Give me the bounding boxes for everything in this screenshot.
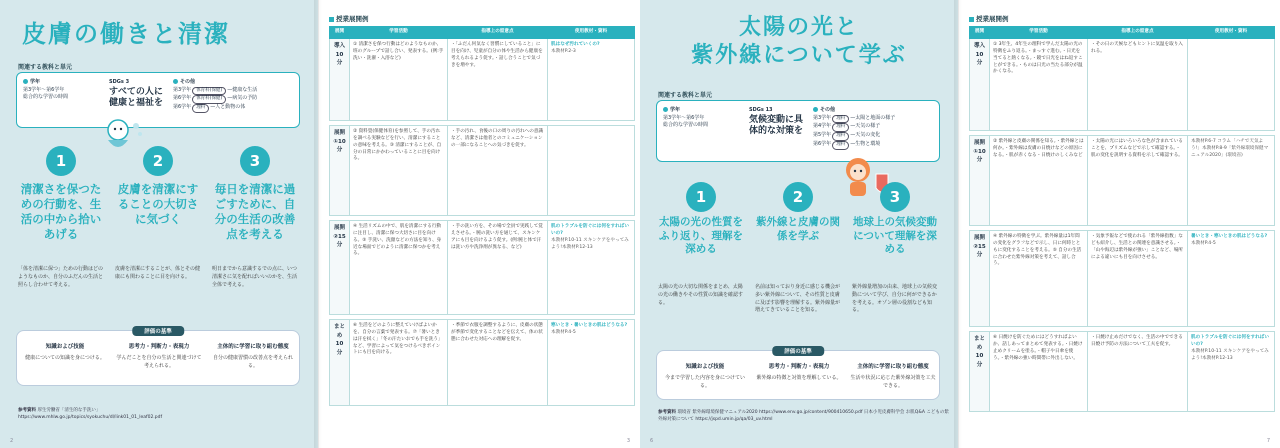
table-row: 展開①10分 ② 資料畳(保健体育)を参照して、手の汚れを調べる実験などを行い、清潔にすることの意味を考える。③ 清潔にすることが、自分の日常にかかわっていることに目を向ける。 ・手の汚れ、食後の口の周りの汚れへの意識など、清潔さは他者とのコミュニケーションの一部になることへの気づきを促す。 [330,125,635,215]
aim-number-2: 2 [783,182,813,212]
grade-value: 第3学年〜第6学年 [23,86,65,93]
sdgs-head: SDGs 3 [109,79,130,85]
subject-info-box [656,100,940,162]
aim-text-1: 清潔さを保つための行動を、生活の中から拾いあげる [20,182,102,241]
table-row: 導入10分 ① 3年生、4年生の理科で学んだ太陽の光の特徴をふり返る。・まっすぐ進む。・日光を当てると熱くなる。・鏡で日光をはね返すことができる。・ものは日光の当たる部分が温かくなる。 ・その日の天候などもヒントに気温を取り入れる。 [970,38,1275,130]
table-header-row: 展開 学習活動 指導上の留意点 使用教材・資料 [330,27,635,39]
bullet-dot-icon [23,79,28,84]
left-page [0,0,318,448]
aim-note-2: 皮膚を清潔にすることが、体とその健康にも関わることに目を向ける。 [115,266,201,280]
page-number-right: 7 [1266,438,1270,444]
other-subjects-column [173,79,299,113]
reference-url[interactable]: https://www.mhlw.go.jp/topics/syokuchu/dl/link01_01_leaf02.pdf [18,414,163,420]
section-label: 関連する教科と単元 [658,92,713,99]
aim-number-1: 1 [686,182,716,212]
eval-criterion: 知識および技能 健康についての知識を身につける。 [25,344,105,362]
aim-note-1: 「体を清潔に保つ」ための行動はどのようなものか、自分のふだんの生活と照らし合わせて考える。 [18,266,104,288]
right-page [318,0,640,448]
aim-text-1: 太陽の光の性質をふり返り、理解を深める [659,216,743,256]
aim-number-1: 1 [46,146,76,176]
other-row: 第6学年 理科 —人と動物の体 [173,104,299,113]
aim-text-3: 地球上の気候変動について理解を深める [853,216,937,256]
eval-criterion: 主体的に学習に取り組む態度 生活や状況に応じた紫外線対策を工夫できる。 [850,364,936,389]
eval-criterion: 知識および技能 今まで学習した内容を身につけている。 [665,364,745,389]
page-title: 皮膚の働きと清潔 [22,20,230,48]
sdgs-column: SDGs 13 気候変動に具体的な対策を [749,107,804,136]
aim-number-3: 3 [240,146,270,176]
other-row: 第4学年 理科 —天気の様子 [813,123,939,132]
aim-note-3: 紫外線量増加の由来、地球上の気候変動について学び、自分に何ができるかを考える。オゾン層の役割なども知る。 [852,284,938,314]
grade-column [23,79,103,102]
page-number-left: 2 [10,438,14,444]
table-row: 展開②15分 ④ 生活リズムの中で、肌を清潔にする行動に注目し、清潔に保つ大切さに目を向ける。⑤ 手洗い、洗顔などの方法を知り、身近な場面でどのように清潔に保つかを考える。 ・手の洗い方を、その場で全員で実践して覚えさせる。・腕の洗い方を通じて、スキンケアにも目を向けるよう促す。(例:腕と体で汗は洗い方や洗浄剤が異なる、など) 肌のトラブルを防ぐには何をすればいいの? 本教材P.10-11 スキンケアをやってみよう!本教材P.12-13 [330,220,635,314]
eval-criterion: 主体的に学習に取り組む態度 自分の健康習慣の改善点を考えられる。 [212,344,293,369]
table-row: 展開②15分 ④ 紫外線の特徴を学ぶ。紫外線量は1年間の変化をグラフなどで示し、日に何時とともに変化することを考える。⑤ 自分の生活に合わせた紫外線対策を考えて、話し合う。 ・気象予報などで使われる「紫外線指数」なども紹介し、生活との関連を意識させる。・「山や海辺は紫外線が強い」ことなど、場所による違いにも目を向けさせる。 暑いとき・寒いときの肌はどうなる? 本教材P.4-5 [970,230,1275,326]
eval-criterion: 思考力・判断力・表現力 学んだことを自分の生活と関連づけて考えられる。 [116,344,202,369]
aim-note-3: 明日までから意識するでの点に、いつ清潔さに気を配ればいいのかを、生活全体で考える。 [212,266,298,288]
aim-text-3: 毎日を清潔に過ごすために、自分の生活の改善点を考える [214,182,296,241]
left-page [640,0,958,448]
lesson-plan-table [969,26,1275,412]
evaluation-title: 評価の基準 [132,326,184,336]
mascot-washing-illustration [96,116,146,156]
sdgs-column [109,79,167,109]
other-row: 第5学年 理科 —天気の変化 [813,132,939,141]
lesson-plan-table [329,26,635,406]
other-row: 第6学年 理科 —生物と環境 [813,141,939,150]
square-bullet-icon [329,17,334,22]
subject-info-box [16,72,300,128]
table-row: 展開①10分 ② 紫外線と皮膚の関係を知る。・紫外線とは何か。・紫外線は皮膚の日焼けなどの原因になる。・肌が赤くなる・日焼けのしくみなど ・太陽の光にはいろいろな色が含まれていることを、プリズムなどで示して確認する。・肌の変化を説明する資料を示して確認する。 本教材P.6-7 コラム「ハチで天気よう!」本教材P.8-9「紫外線環境保健マニュアル2020」(環境省) [970,135,1275,225]
bullet-dot-icon [813,107,818,112]
page-number-left: 6 [650,438,654,444]
aim-number-3: 3 [880,182,910,212]
grade-head: 学年 [30,79,41,85]
spread-sunlight-uv [640,0,1280,448]
aim-number-2: 2 [143,146,173,176]
bullet-dot-icon [663,107,668,112]
table-title: 授業展開例 [969,14,1009,23]
other-head: その他 [180,79,196,85]
table-row: まとめ10分 ⑥ 生活をどのように整えていけばよいかを、自分の言葉で発表する。⑦「暑いときは汗を拭く」「冬の汗たいおでも手を洗う」など、学習によって気をつけるべきポイントにも目を向ける。 ・季節で衣服を調整するように、皮膚の状態が季節で変化することなどを伝えて、体の状態に合わせた対応への理解を促す。 寒いとき・暑いときの肌はどうなる? 本教材P.4-5 [330,319,635,405]
page-title: 太陽の光と 紫外線について学ぶ [691,15,907,68]
aim-note-1: 太陽の光の大切な関係をまとめ、太陽の光の働きやその性質の知識を確認する。 [658,284,744,306]
reference: 参考資料 厚生労働省「清生的な手洗い」 https://www.mhlw.go.jp/topics/syokuchu/dl/link01_01_leaf02.pdf [18,408,163,420]
other-row: 第3学年 理科 —太陽と地面の様子 [813,115,939,124]
bullet-dot-icon [173,79,178,84]
evaluation-box [16,330,300,386]
right-page [958,0,1280,448]
sdgs-text: すべての人に健康と福祉を [109,86,164,108]
table-title: 授業展開例 [329,14,369,23]
other-row: 第6学年 体育科(保健) —病気の予防 [173,95,299,104]
table-row: 導入10分 ① 清潔さを保つ行動はどのようなものか、班のグループで話し合い、発表する。(例:手洗い・洗濯・入浴など) ・「ふだん何気なく習慣にしていること」に目を向け、児童が自分の体や生活から健康を考えられるよう促す。・話し合うことで気づきを増やす。 肌はなぜ汚れていくの? 本教材P.2-3 [330,38,635,120]
aim-note-2: 名前は知っており身近に感じる機会が多い紫外線について、その性質と皮膚に及ぼす影響を理解する。紫外線量が増えてきていることを知る。 [755,284,841,314]
aim-text-2: 紫外線と皮膚の関係を学ぶ [756,216,840,242]
aim-text-2: 皮膚を清潔にすることの大切さに気づく [117,182,199,226]
eval-criterion: 思考力・判断力・表現力 紫外線の特徴と対策を理解している。 [756,364,842,382]
grade-sub: 総合的な学習の時間 [23,94,69,100]
page-gutter [954,0,962,448]
evaluation-title: 評価の基準 [772,346,824,356]
page-number-right: 3 [626,438,630,444]
table-row: まとめ10分 ⑥ 日焼けを防ぐためにはどうすればよいか、話しあってまとめて発表する。・日焼け止めクリームを塗る。・帽子や日傘を使う。・紫外線の強い時間帯に外出しない。 ・日焼け止めだけでなく、生活の中でできる日焼け予防の方法について工夫を促す。 肌のトラブルを防ぐには何をすればいいの? 本教材P.10-11 スキンケアをやってみよう!本教材P.12-13 [970,331,1275,411]
other-row: 第3学年 体育科(保健) —健康な生活 [173,87,299,96]
table-header-row: 展開 学習活動 指導上の留意点 使用教材・資料 [970,27,1275,39]
reference: 参考資料 環境省 紫外線環境保健マニュアル2020 https://www.env.go.jp/content/900410650.pdf 日本小児皮膚科学会 お肌Q&A こどもの紫外線対策について https://jspd.umin.jp/qa/03_uv.html [658,410,949,422]
evaluation-box [656,350,940,400]
grade-column: 学年 第3学年〜第6学年 総合的な学習の時間 [663,107,709,128]
other-subjects-column: その他 第3学年 理科 —太陽と地面の様子 第4学年 理科 —天気の様子 第5学年 理科 —天気の変化 第6学年 理科 —生物と環境 [813,107,939,150]
section-label: 関連する教科と単元 [18,64,73,71]
square-bullet-icon [969,17,974,22]
page-gutter [314,0,322,448]
